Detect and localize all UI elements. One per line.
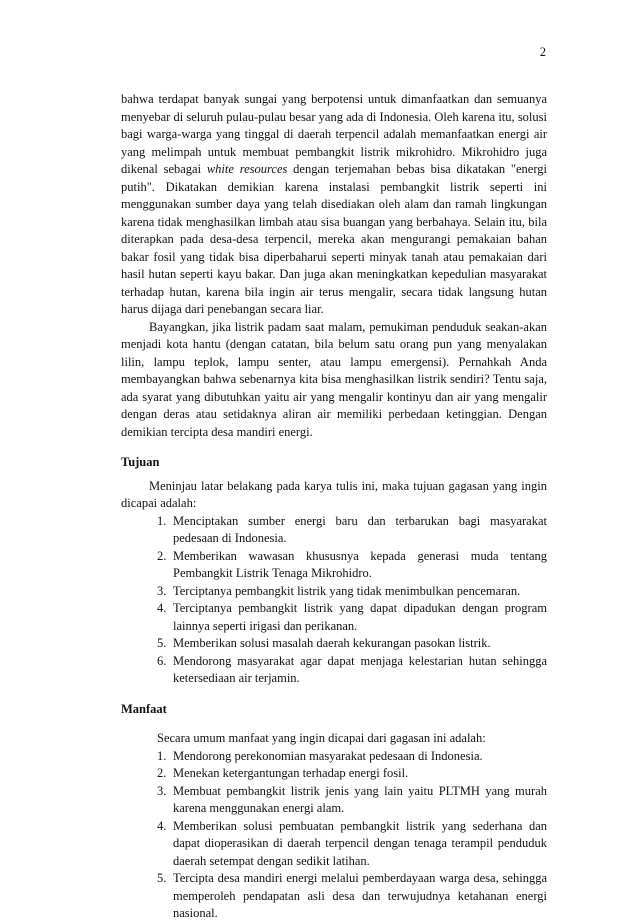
list-item-number: 2.: [157, 548, 167, 563]
list-item-number: 4.: [157, 818, 167, 833]
list-item-text: Menciptakan sumber energi baru dan terbarukan bagi masyarakat pedesaan di Indonesia.: [173, 513, 547, 545]
list-item-text: Terciptanya pembangkit listrik yang dapat dipadukan dengan program lainnya seperti irigasi dan perikanan.: [173, 601, 547, 633]
list-item-text: Tercipta desa mandiri energi melalui pemberdayaan warga desa, sehingga memperoleh pendapatan asli desa dan terwujudnya ketahanan energi nasional.: [173, 871, 547, 920]
list-item-text: Memberikan solusi masalah daerah kekurangan pasokan listrik.: [173, 636, 491, 650]
manfaat-intro: Secara umum manfaat yang ingin dicapai dari gagasan ini adalah:: [157, 731, 486, 745]
list-item-text: Membuat pembangkit listrik jenis yang lain yaitu PLTMH yang murah karena menggunakan energi alam.: [173, 783, 547, 815]
list-item-text: Memberikan wawasan khususnya kepada generasi muda tentang Pembangkit Listrik Tenaga Mikrohidro.: [173, 548, 547, 580]
list-item-text: Memberikan solusi pembuatan pembangkit listrik yang sederhana dan dapat dioperasikan di daerah terpencil dengan tenaga terampil penduduk daerah setempat dengan sedikit latihan.: [173, 818, 547, 868]
paragraph-intro-italic-term: white resources: [206, 162, 288, 176]
section-heading-manfaat: Manfaat: [121, 701, 167, 716]
list-item: [121, 600, 547, 635]
list-item-number: 3.: [157, 783, 167, 798]
list-item-text: Terciptanya pembangkit listrik yang tidak menimbulkan pencemaran.: [173, 583, 521, 598]
list-item: [121, 748, 547, 766]
list-item: [121, 783, 547, 818]
manfaat-list: [121, 748, 547, 923]
list-item-number: 5.: [157, 871, 167, 885]
list-item: [121, 513, 547, 548]
list-item: [121, 548, 547, 583]
tujuan-list: [121, 513, 547, 688]
list-item-number: 4.: [157, 601, 167, 615]
list-item: [121, 583, 547, 601]
tujuan-intro: Meninjau latar belakang pada karya tulis ini, maka tujuan gagasan yang ingin dicapai adalah:: [121, 478, 547, 510]
paragraph-intro-text-a: bahwa terdapat banyak sungai yang berpotensi untuk dimanfaatkan dan semuanya menyebar di seluruh pulau-pulau besar yang ada di Indonesia. Oleh karena itu, solusi bagi warga-warga yang tinggal di daerah terpencil adalah memanfaatkan energi air yang melimpah untuk membuat pembangkit listrik mikrohidro. Mikrohidro juga dikenal sebagai: [121, 92, 547, 176]
list-item-text: Mendorong masyarakat agar dapat menjaga kelestarian hutan sehingga ketersediaan air terjamin.: [173, 653, 547, 685]
list-item: [121, 870, 547, 923]
list-item-number: 5.: [157, 636, 167, 650]
section-heading-tujuan: Tujuan: [121, 455, 160, 469]
list-item-number: 3.: [157, 583, 167, 598]
list-item-number: 1.: [157, 748, 167, 763]
document-body: [121, 91, 547, 923]
list-item: [121, 653, 547, 688]
paragraph-intro-text-b: dengan terjemahan bebas bisa dikatakan "energi putih". Dikatakan demikian karena instalasi pembangkit listrik seperti ini menggunakan sumber daya yang telah disediakan oleh alam dan ramah lingkungan karena tidak menghasilkan limbah atau sisa buangan yang berbahaya. Selain itu, bila diterapkan pada desa-desa terpencil, mereka akan mengurangi pemakaian bahan bakar fosil yang tidak bisa diperbaharui seperti minyak tanah atau pemakaian dari hasil hutan seperti kayu bakar. Dan juga akan meningkatkan kepedulian masyarakat terhadap hutan, karena bila ingin air terus mengalir, secara tidak langsung hutan harus dijaga dari penebangan secara liar.: [121, 162, 547, 316]
list-item-text: Mendorong perekonomian masyarakat pedesaan di Indonesia.: [173, 748, 483, 763]
list-item-number: 1.: [157, 513, 167, 528]
paragraph-intro: [121, 91, 547, 319]
list-item: [121, 635, 547, 653]
list-item-number: 6.: [157, 653, 167, 668]
paragraph-bayangkan: Bayangkan, jika listrik padam saat malam, pemukiman penduduk seakan-akan menjadi kota hantu (dengan catatan, bila belum satu orang pun yang menyalakan lilin, lampu teplok, lampu senter, atau lampu emergensi). Pernahkah Anda membayangkan bahwa sebenarnya kita bisa menghasilkan listrik sendiri? Tentu saja, ada syarat yang dibutuhkan yaitu air yang mengalir kontinyu dan air yang mengalir dengan deras atau setidaknya aliran air memiliki perbedaan ketinggian. Dengan demikian tercipta desa mandiri energi.: [121, 319, 547, 439]
page-number: 2: [539, 45, 546, 59]
list-item-number: 2.: [157, 766, 167, 780]
list-item: [121, 818, 547, 871]
list-item: [121, 765, 547, 783]
list-item-text: Menekan ketergantungan terhadap energi fosil.: [173, 766, 409, 780]
